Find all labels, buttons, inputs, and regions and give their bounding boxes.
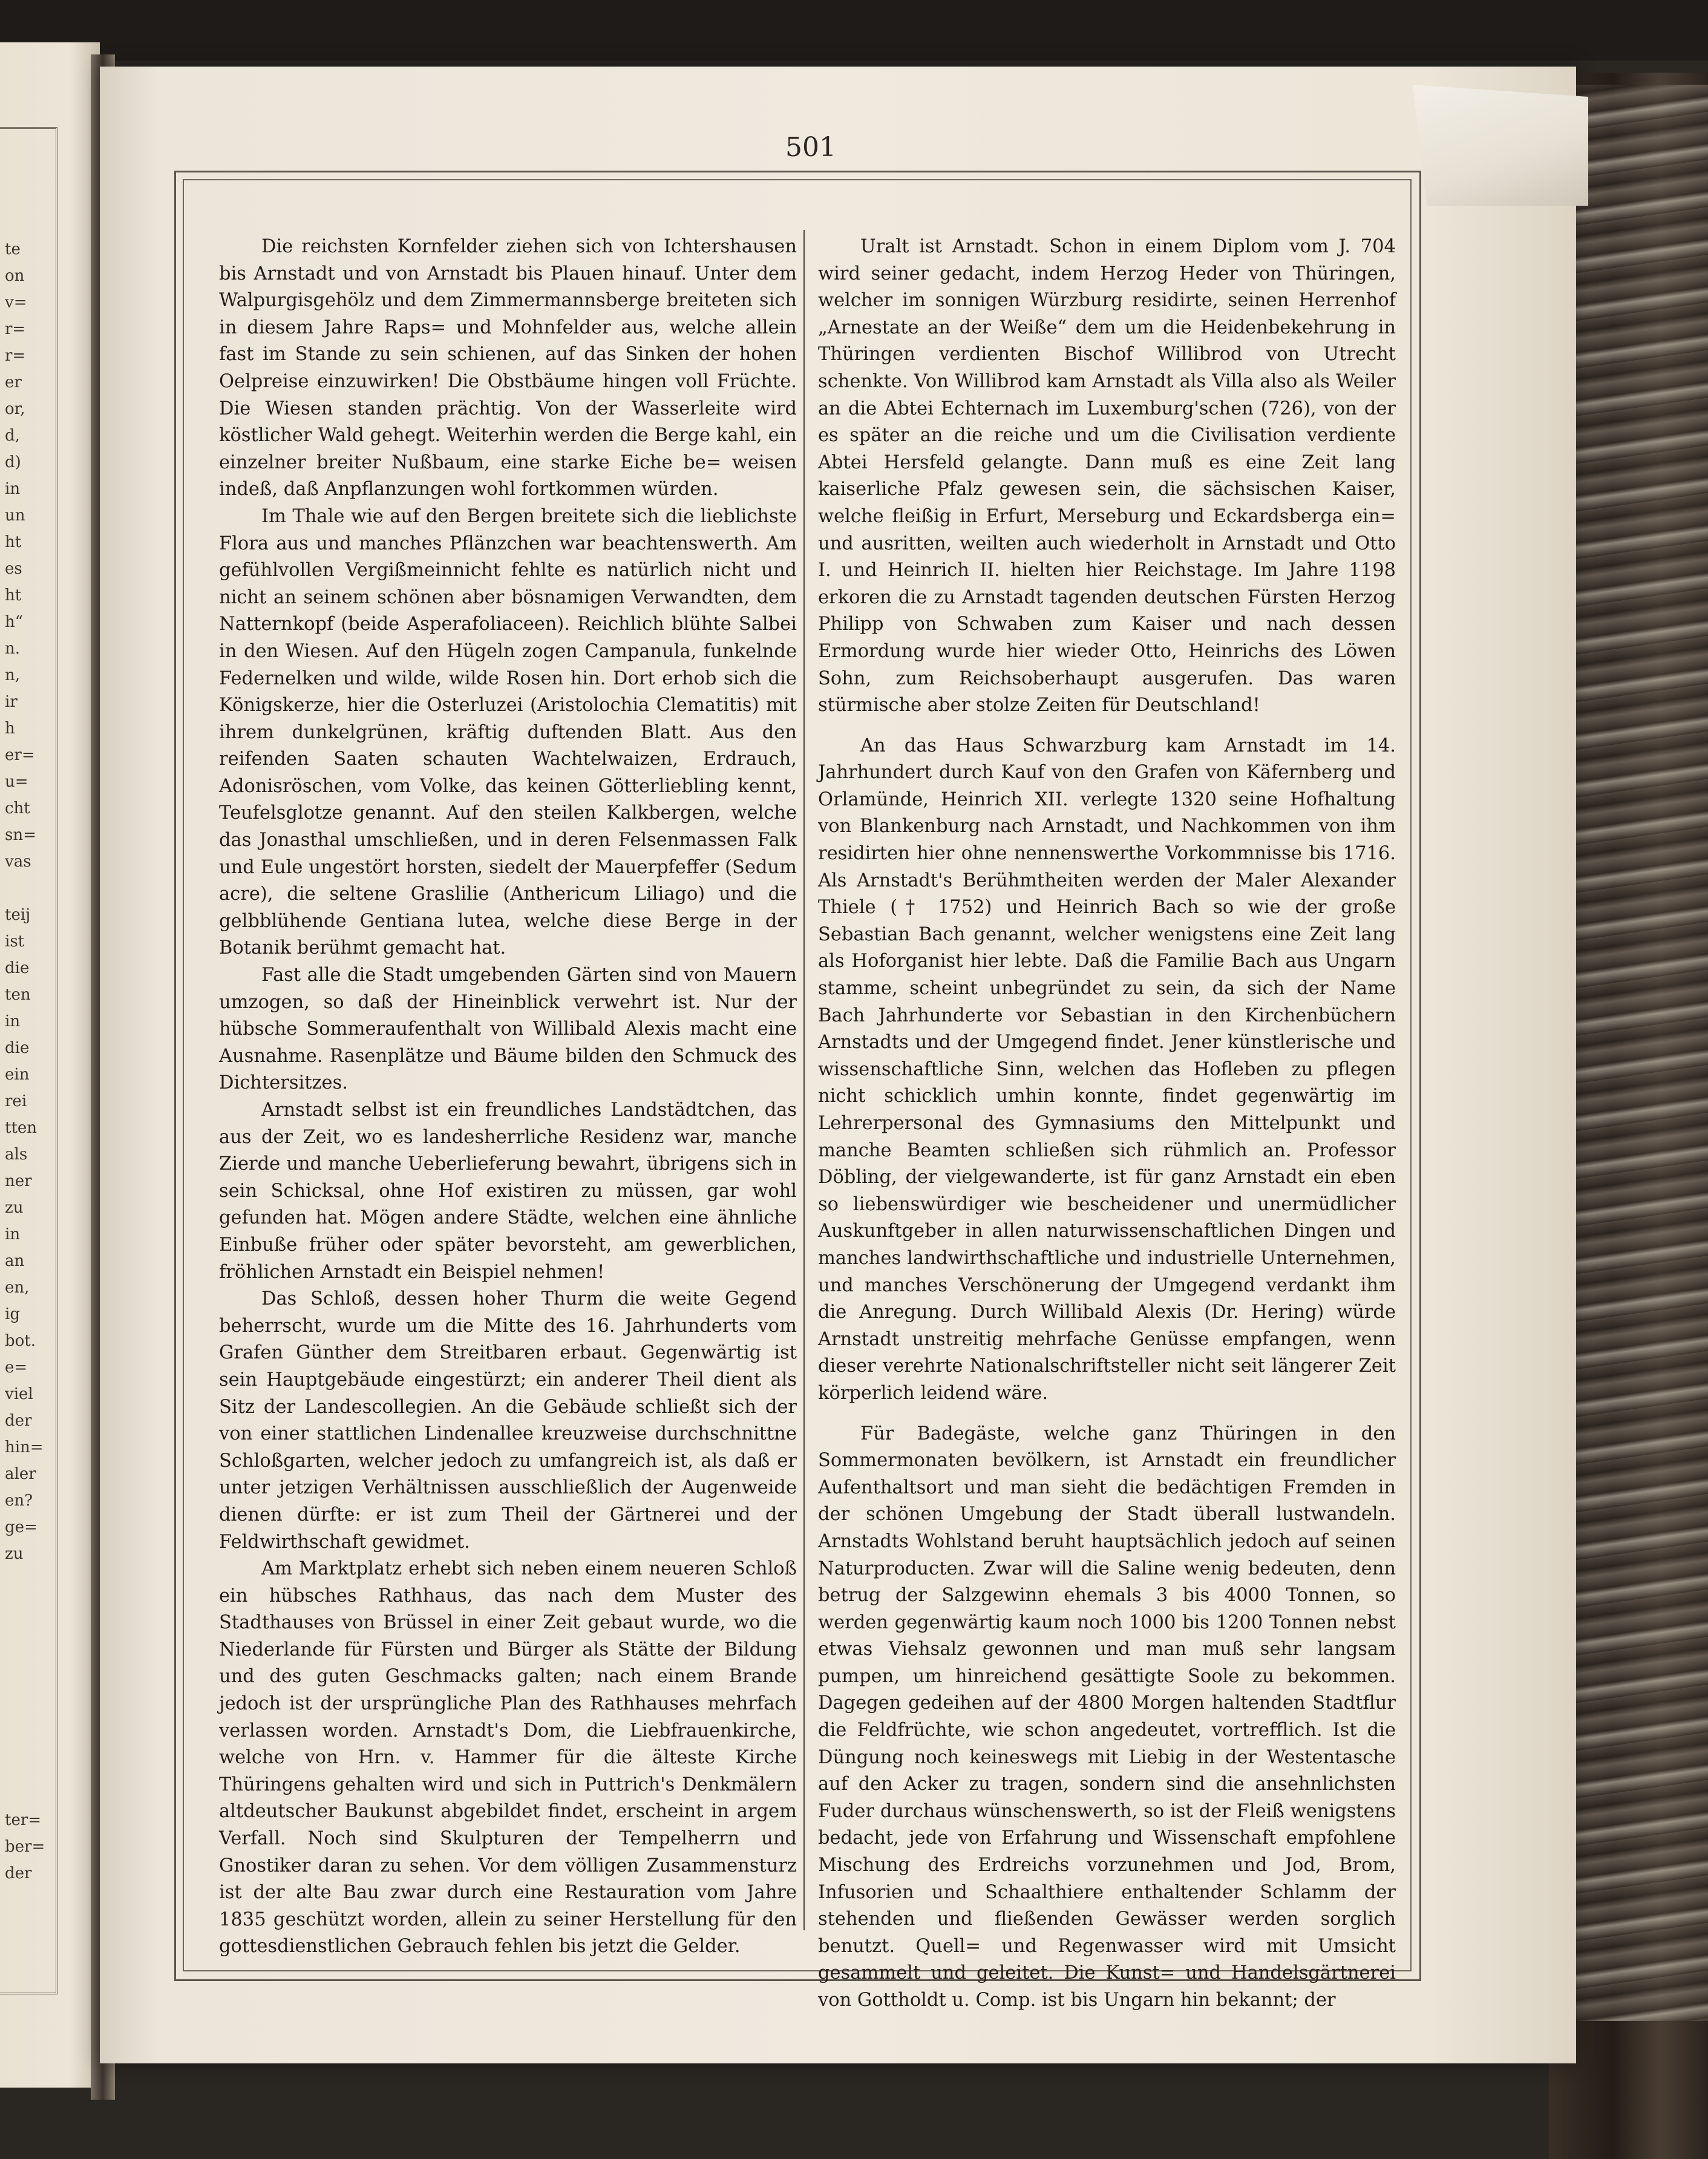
paragraph: Die reichsten Kornfelder ziehen sich von Ichtershausen bis Arnstadt und von Arnstadt bis Plauen hinauf. Unter dem Walpurgisgehölz und dem Zimmermannsberge breiteten sich in diesem Jahre Raps= und Mohnfelder aus, welche allein fast im Stande zu sein schienen, auf das Sinken der hohen Oelpreise einzuwirken! Die Obstbäume hingen voll Früchte. Die Wiesen standen prächtig. Von der Wasserleite wird köstlicher Wald gehegt. Weiterhin werden die Berge kahl, ein einzelner breiter Nußbaum, eine starke Eiche be= weisen indeß, daß Anpflanzungen wohl fortkommen würden.	[219, 236, 797, 500]
worn-board-texture	[1561, 85, 1708, 2021]
paragraph: Fast alle die Stadt umgebenden Gärten sind von Mauern umzogen, so daß der Hineinblick verwehrt ist. Nur der hübsche Sommeraufenthalt von Willibald Alexis macht eine Ausnahme. Rasenplätze und Bäume bilden den Schmuck des Dichtersitzes.	[219, 965, 797, 1094]
previous-page-text-fragment: te on v= r= r= er or, d, d) in un ht es ht h“ n. n, ir h er= u= cht sn= vas teij ist die ten in die ein rei tten als ner zu in an en, ig bot. e= viel der hin= aler en? ge= zu ter= ber= der	[5, 240, 45, 1882]
paragraph: Am Marktplatz erhebt sich neben einem neueren Schloß ein hübsches Rathhaus, das nach dem Muster des Stadthauses von Brüssel in einer Zeit gebaut wurde, wo die Niederlande für Fürsten und Bürger als Stätte der Bildung und des guten Geschmacks galten; nach einem Brande jedoch ist der ursprüngliche Plan des Rathhauses mehrfach verlassen worden. Arnstadt's Dom, die Liebfrauenkirche, welche von Hrn. v. Hammer für die älteste Kirche Thüringens gehalten wird und sich in Puttrich's Denkmälern altdeutscher Baukunst abgebildet findet, erscheint in argem Verfall. Noch sind Skulpturen der Tempelherrn und Gnostiker daran zu sehen. Vor dem völligen Zusammensturz ist der alte Bau zwar durch eine Restauration vom Jahre 1835 geschützt worden, allein zu seiner Herstellung für den gottesdienstlichen Gebrauch fehlen bis jetzt die Gelder.	[219, 1558, 797, 1958]
paragraph: Arnstadt selbst ist ein freundliches Landstädtchen, das aus der Zeit, wo es landesherrliche Residenz war, manche Zierde und manche Ueberlieferung bewahrt, übrigens sich in sein Schicksal, ohne Hof existiren zu müssen, gar wohl gefunden hat. Mögen andere Städte, welchen eine ähnliche Einbuße früher oder später bevorsteht, am gewerblichen, fröhlichen Arnstadt ein Beispiel nehmen!	[219, 1099, 797, 1283]
paragraph: Uralt ist Arnstadt. Schon in einem Diplom vom J. 704 wird seiner gedacht, indem Herzog Heder von Thüringen, welcher im sonnigen Würzburg residirte, seinen Herrenhof „Arnestate an der Weiße“ dem um die Heidenbekehrung in Thüringen verdienten Bischof Willibrod von Utrecht schenkte. Von Willibrod kam Arnstadt als Villa also als Weiler an die Abtei Echternach im Luxemburg'schen (726), von der es später an die reiche und um die Civilisation verdiente Abtei Hersfeld gelangte. Dann muß es eine Zeit lang kaiserliche Pfalz gewesen sein, die sächsischen Kaiser, welche fleißig in Erfurt, Merseburg und Eckardsberga ein= und ausritten, weilten auch wiederholt in Arnstadt und Otto I. und Heinrich II. hielten hier Reichstage. Im Jahre 1198 erkoren die zu Arnstadt tagenden deutschen Fürsten Herzog Philipp von Schwaben zum Kaiser und nach dessen Ermordung wurde hier wieder Otto, Heinrichs des Löwen Sohn, zum Reichsoberhaupt ausgerufen. Das waren stürmische aber stolze Zeiten für Deutschland!	[818, 236, 1396, 716]
previous-page-edge	[0, 42, 100, 2088]
background-shadow	[0, 0, 1708, 61]
paragraph: An das Haus Schwarzburg kam Arnstadt im 14. Jahrhundert durch Kauf von den Grafen von Käfernberg und Orlamünde, Heinrich XII. verlegte 1320 seine Hofhaltung von Blankenburg nach Arnstadt, und Nachkommen von ihm residirten hier ohne nennenswerthe Vorkommnisse bis 1716. Als Arnstadt's Berühmtheiten werden der Maler Alexander Thiele († 1752) und Heinrich Bach so wie der große Sebastian Bach genannt, welcher wenigstens eine Zeit lang als Hoforganist hier lebte. Daß die Familie Bach aus Ungarn stamme, scheint unbegründet zu sein, da sich der Name Bach Jahrhunderte vor Sebastian in den Kirchenbüchern Arnstadts und der Umgegend findet. Jener künstlerische und wissenschaftliche Sinn, welchen das Hofleben zu pflegen nicht schicklich umhin konnte, findet gegenwärtig im Lehrerpersonal des Gymnasiums den Mittelpunkt und manche Beamten schließen sich rühmlich an. Professor Döbling, der vielgewanderte, ist für ganz Arnstadt ein eben so liebenswürdiger wie bescheidener und unermüdlicher Auskunftgeber in allen naturwissenschaftlichen Dingen und manches landwirthschaftliche und industrielle Unternehmen, und manches Verschönerung der Umgegend verdankt ihm die Anregung. Durch Willibald Alexis (Dr. Hering) würde Arnstadt unstreitig mehrfache Genüsse empfangen, wenn dieser verehrte Nationalschriftsteller nicht seit längerer Zeit körperlich leidend wäre.	[818, 735, 1396, 1404]
paragraph: Im Thale wie auf den Bergen breitete sich die lieblichste Flora aus und manches Pflänzchen war beachtenswerth. Am gefühlvollen Vergißmeinnicht fehlte es natürlich nicht und nicht an seinem schönen aber bösnamigen Verwandten, dem Natternkopf (beide Asperafoliaceen). Reichlich blühte Salbei in den Wiesen. Auf den Hügeln zogen Campanula, funkelnde Federnelken und wilde, wilde Rosen hin. Dort erhob sich die Königskerze, hier die Osterluzei (Aristolochia Clematitis) mit ihrem dunkelgrünen, kräftig duftenden Blatt. Aus den reifenden Saaten schauten Wachtelwaizen, Erdrauch, Adonisröschen, vom Volke, das keinen Götterliebling kennt, Teufelsglotze genannt. Auf den steilen Kalkbergen, welche das Jonasthal umschließen, und in deren Felsenmassen Falk und Eule ungestört horsten, siedelt der Mauerpfeffer (Sedum acre), die seltene Graslilie (Anthericum Liliago) und die gelbblühende Gentiana lutea, welche diese Berge in der Botanik berühmt gemacht hat.	[219, 505, 797, 959]
paragraph: Für Badegäste, welche ganz Thüringen in den Sommermonaten bevölkern, ist Arnstadt ein freundlicher Aufenthaltsort und man sieht die bedächtigen Fremden in der schönen Umgebung der Stadt überall lustwandeln. Arnstadts Wohlstand beruht hauptsächlich jedoch auf seinen Naturproducten. Zwar will die Saline wenig bedeuten, denn betrug der Salzgewinn ehemals 3 bis 4000 Tonnen, so werden gegenwärtig kaum noch 1000 bis 1200 Tonnen nebst etwas Viehsalz gewonnen und man muß sehr langsam pumpen, um hinreichend gesättigte Soole zu bekommen. Dagegen gedeihen auf der 4800 Morgen haltenden Stadtflur die Feldfrüchte, wie schon angedeutet, vortrefflich. Ist die Düngung noch keineswegs mit Liebig in der Westentasche auf den Acker zu tragen, sondern sind die ansehnlichsten Fuder durchaus wünschenswerth, so ist der Fleiß wenigstens bedacht, jede von Erfahrung und Wissenschaft empfohlene Mischung des Erdreichs vorzunehmen und Jod, Brom, Infusorien und Schaalthiere enthaltender Schlamm der stehenden und fließenden Gewässer werden sorglich benutzt. Quell= und Regenwasser wird mit Umsicht gesammelt und geleitet. Die Kunst= und Handelsgärtnerei von Gottholdt u. Comp. ist bis Ungarn hin bekannt; der	[818, 1423, 1396, 2011]
left-column	[219, 234, 797, 1961]
paragraph: Das Schloß, dessen hoher Thurm die weite Gegend beherrscht, wurde um die Mitte des 16. Jahrhunderts vom Grafen Günther dem Streitbaren erbaut. Gegenwärtig ist sein Hauptgebäude eingestürzt; ein anderer Theil dient als Sitz der Landescollegien. An die Gebäude schließt sich der von einer stattlichen Lindenallee kreuzweise durchschnittne Schloßgarten, welcher jedoch zu umfangreich ist, als daß er unter jetzigen Verhältnissen ausschließlich der Augenweide dienen dürfte: er ist zum Theil der Gärtnerei und der Feldwirthschaft gewidmet.	[219, 1288, 797, 1553]
page-number: 501	[785, 132, 836, 163]
right-column	[818, 234, 1396, 2014]
column-divider	[803, 230, 805, 1930]
folded-page-corner	[1413, 85, 1588, 206]
